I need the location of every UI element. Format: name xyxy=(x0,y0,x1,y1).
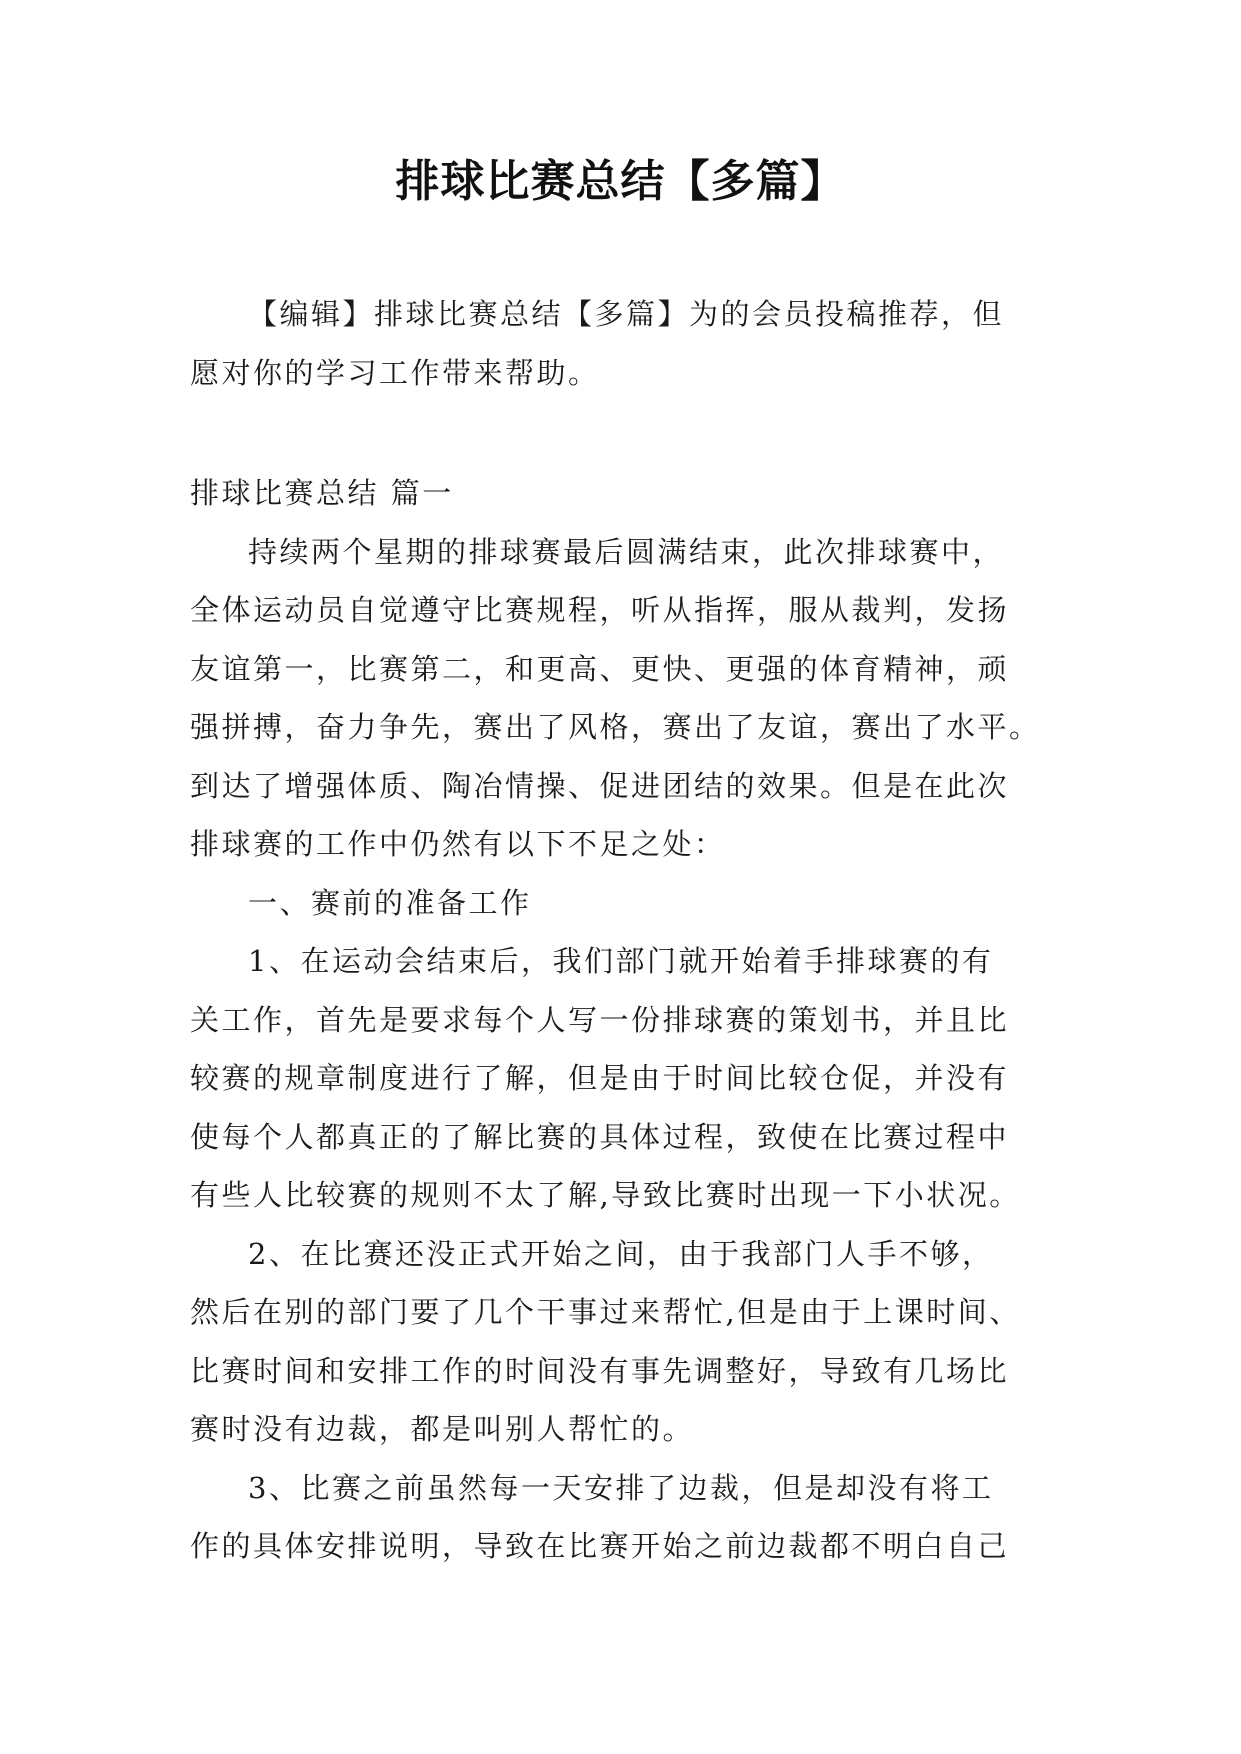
paragraph-line: 关工作，首先是要求每个人写一份排球赛的策划书，并且比 xyxy=(190,1002,1010,1037)
paragraph xyxy=(190,1459,1050,1576)
document-body xyxy=(190,285,1050,1576)
paragraph-line: 使每个人都真正的了解比赛的具体过程，致使在比赛过程中 xyxy=(190,1119,1010,1154)
paragraph-line: 较赛的规章制度进行了解，但是由于时间比较仓促，并没有 xyxy=(190,1061,1010,1095)
paragraph-line: 到达了增强体质、陶冶情操、促进团结的效果。但是在此次 xyxy=(190,768,1010,803)
paragraph-line: 排球赛的工作中仍然有以下不足之处： xyxy=(190,827,726,861)
paragraph-line: 赛时没有边裁，都是叫别人帮忙的。 xyxy=(190,1412,695,1446)
paragraph-line: 然后在别的部门要了几个干事过来帮忙,但是由于上课时间、 xyxy=(190,1295,1021,1329)
paragraph xyxy=(190,1225,1050,1459)
editor-note-line: 【编辑】排球比赛总结【多篇】为的会员投稿推荐，但 xyxy=(248,297,1005,331)
paragraph xyxy=(190,932,1050,1225)
paragraph-line: 比赛时间和安排工作的时间没有事先调整好，导致有几场比 xyxy=(190,1353,1010,1388)
paragraph-line: 一、赛前的准备工作 xyxy=(248,885,532,920)
document-title: 排球比赛总结【多篇】 xyxy=(395,156,846,207)
paragraph xyxy=(190,523,1050,874)
editor-note xyxy=(190,285,1050,402)
paragraph-list xyxy=(190,523,1050,1576)
editor-note-line: 愿对你的学习工作带来帮助。 xyxy=(190,355,600,390)
paragraph-line: 作的具体安排说明，导致在比赛开始之前边裁都不明白自己 xyxy=(190,1529,1010,1563)
paragraph-line: 强拼搏，奋力争先，赛出了风格，赛出了友谊，赛出了水平。 xyxy=(190,710,1041,744)
paragraph-line: 友谊第一，比赛第二，和更高、更快、更强的体育精神，顽 xyxy=(190,651,1010,686)
paragraph-line: 1、在运动会结束后，我们部门就开始着手排球赛的有 xyxy=(248,944,994,978)
paragraph xyxy=(190,874,1050,933)
paragraph-line: 持续两个星期的排球赛最后圆满结束，此次排球赛中， xyxy=(248,534,1005,569)
paragraph-line: 全体运动员自觉遵守比赛规程，听从指挥，服从裁判，发扬 xyxy=(190,593,1010,627)
section-heading: 排球比赛总结 篇一 xyxy=(190,476,454,510)
paragraph-line: 有些人比较赛的规则不太了解,导致比赛时出现一下小状况。 xyxy=(190,1178,1021,1212)
paragraph-line: 3、比赛之前虽然每一天安排了边裁，但是却没有将工 xyxy=(248,1470,994,1505)
paragraph-line: 2、在比赛还没正式开始之间，由于我部门人手不够， xyxy=(248,1236,994,1271)
